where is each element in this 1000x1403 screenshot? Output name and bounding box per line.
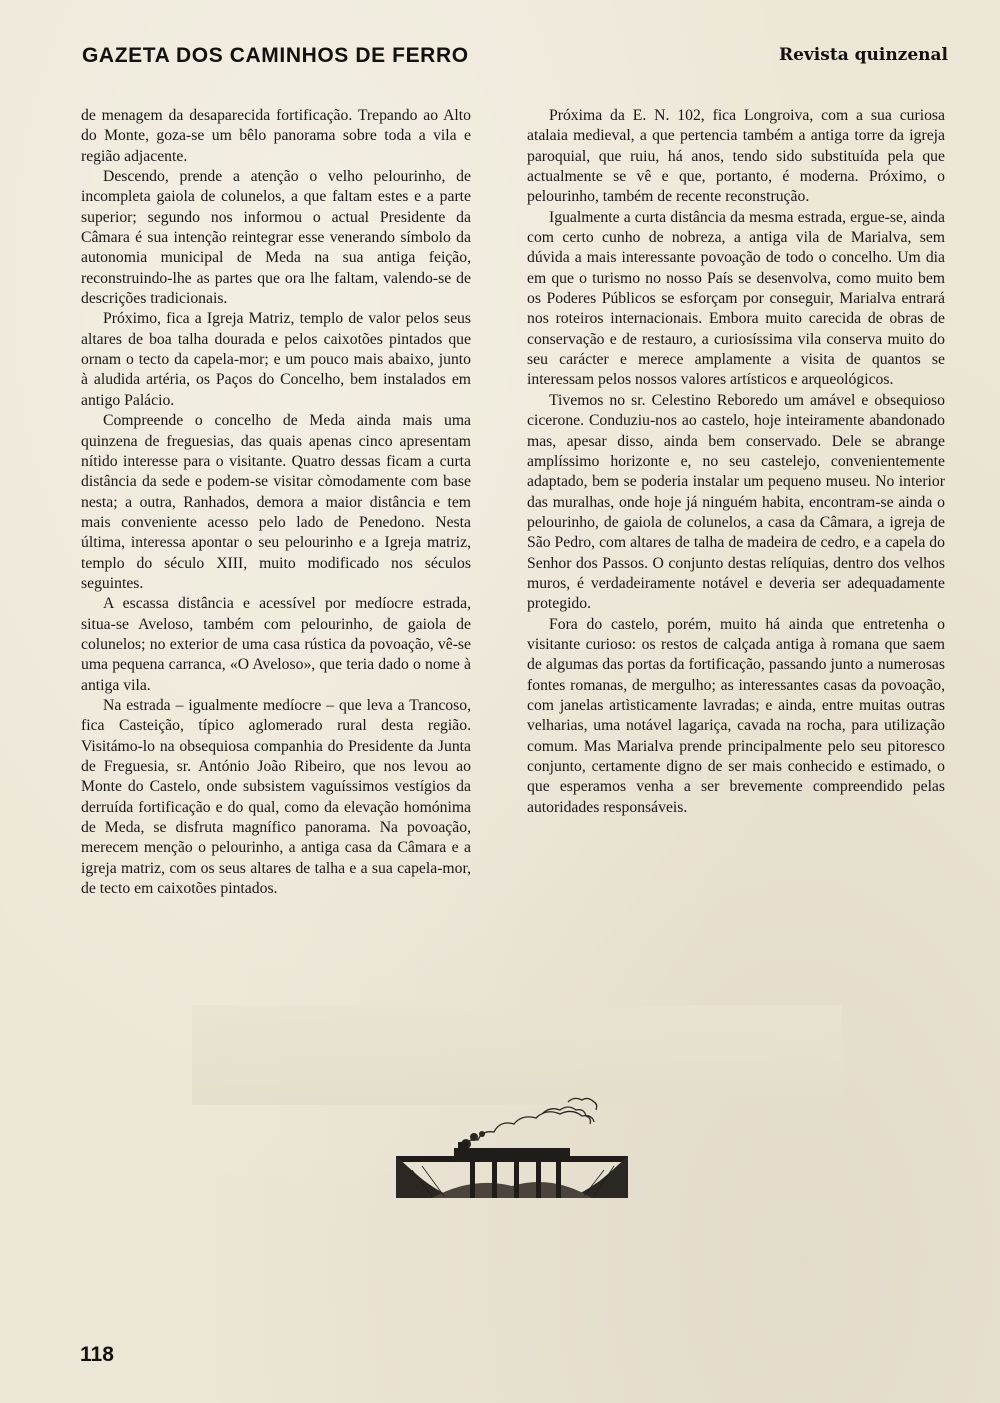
paragraph: Próxima da E. N. 102, fica Longroiva, com a sua curiosa atalaia medieval, a que pertencia também a antiga torre da igreja paroquial, que ruiu, há anos, tendo sido substituída pela que actualmente se vê e que, portanto, é moderna. Próximo, o pelourinho, também de recente reconstrução. (527, 107, 945, 206)
railway-viaduct-train-icon (392, 1090, 632, 1200)
paragraph: de menagem da desaparecida fortificação. Trepando ao Alto do Monte, goza-se um bêlo panorama sobre toda a vila e região adjacente. (81, 107, 471, 165)
page-header (80, 40, 948, 74)
paragraph: Compreende o concelho de Meda ainda mais uma quinzena de freguesias, das quais apenas cinco apresentam nítido interesse para o visitante. Quatro dessas ficam a curta distância da sede e podem-se visitar còmodamente com base nesta; a outra, Ranhados, demora a maior distância e tem mais conveniente acesso pelo lado de Penedono. Nesta última, interessa apontar o seu pelourinho e a Igreja matriz, templo do século XIII, muito modificado nos séculos seguintes. (81, 412, 471, 592)
publication-title: GAZETA DOS CAMINHOS DE FERRO (82, 44, 469, 67)
page-number: 118 (80, 1343, 114, 1366)
paragraph: Na estrada – igualmente medíocre – que leva a Trancoso, fica Casteição, típico aglomerado rural desta região. Visitámo-lo na obsequiosa companhia do Presidente da Junta de Freguesia, sr. António João Ribeiro, que nos levou ao Monte do Castelo, onde subsistem vaguíssimos vestígios da derruída fortificação e do qual, como da elevação homónima de Meda, se disfruta magnífico panorama. Na povoação, merecem menção o pelourinho, a antiga casa da Câmara e a igreja matriz, com os seus altares de talha e a sua capela-mor, de tecto em caixotões pintados. (81, 696, 471, 898)
left-text-column (81, 106, 471, 899)
paragraph: Tivemos no sr. Celestino Reboredo um amável e obsequioso cicerone. Conduziu-nos ao castelo, hoje inteiramente abandonado mas, apesar disso, ainda bem conservado. Dele se abrange amplíssimo horizonte e, no seu castelejo, convenientemente adaptado, bem se poderia instalar um pequeno museu. No interior das muralhas, onde hoje já ninguém habita, encontram-se ainda o pelourinho, de gaiola de colunelos, a casa da Câmara, a igreja de São Pedro, com altares de talha de madeira de cedro, e a capela do Senhor dos Passos. O conjunto destas relíquias, dentro dos velhos muros, é verdadeiramente notável e deveria ser adequadamente protegido. (527, 391, 945, 613)
right-text-column (527, 106, 945, 818)
paragraph: Fora do castelo, porém, muito há ainda que entretenha o visitante curioso: os restos de calçada antiga à romana que saem de algumas das portas da fortificação, passando junto a numerosas fontes romanas, de mergulho; as interessantes casas da povoação, com janelas artìsticamente lavradas; e ainda, entre muitas outras velharias, uma notável lagariça, cavada na rocha, para utilização comum. Mas Marialva prende principalmente pelo seu pitoresco conjunto, certamente digno de ser mais conhecido e estimado, o que esperamos venha a ser brevemente compreendido pelas autoridades responsáveis. (527, 615, 945, 816)
paragraph: Igualmente a curta distância da mesma estrada, ergue-se, ainda com certo cunho de nobreza, a antiga vila de Marialva, sem dúvida a mais interessante povoação de todo o concelho. Um dia em que o turismo no nosso País se desenvolva, como muito bem os Poderes Públicos se esforçam por conseguir, Marialva entrará nos roteiros internacionais. Embora muito carecida de obras de conservação e de restauro, a curiosíssima vila conserva muito do seu carácter e merece amplamente a visita de quantos se interessam pelos nossos valores artísticos e arqueológicos. (527, 208, 945, 389)
paragraph: Próximo, fica a Igreja Matriz, templo de valor pelos seus altares de boa talha dourada e pelos caixotões pintados que ornam o tecto da capela-mor; e um pouco mais abaixo, junto à aludida artéria, os Paços do Concelho, bem instalados em antigo Palácio. (81, 310, 471, 409)
publication-subtitle: Revista quinzenal (778, 45, 948, 65)
paragraph: Descendo, prende a atenção o velho pelourinho, de incompleta gaiola de colunelos, a que faltam estes e a parte superior; segundo nos informou o actual Presidente da Câmara é sua intenção reintegrar esse venerando símbolo da autonomia municipal de Meda na sua antiga feição, reconstruindo-lhe as partes que ora lhe faltam, valendo-se de descrições tradicionais. (81, 168, 471, 308)
paragraph: A escassa distância e acessível por medíocre estrada, situa-se Aveloso, também com pelourinho, de gaiola de colunelos; no exterior de uma casa rústica da povoação, vê-se uma pequena carranca, «O Aveloso», que teria dado o nome à antiga vila. (81, 595, 471, 694)
